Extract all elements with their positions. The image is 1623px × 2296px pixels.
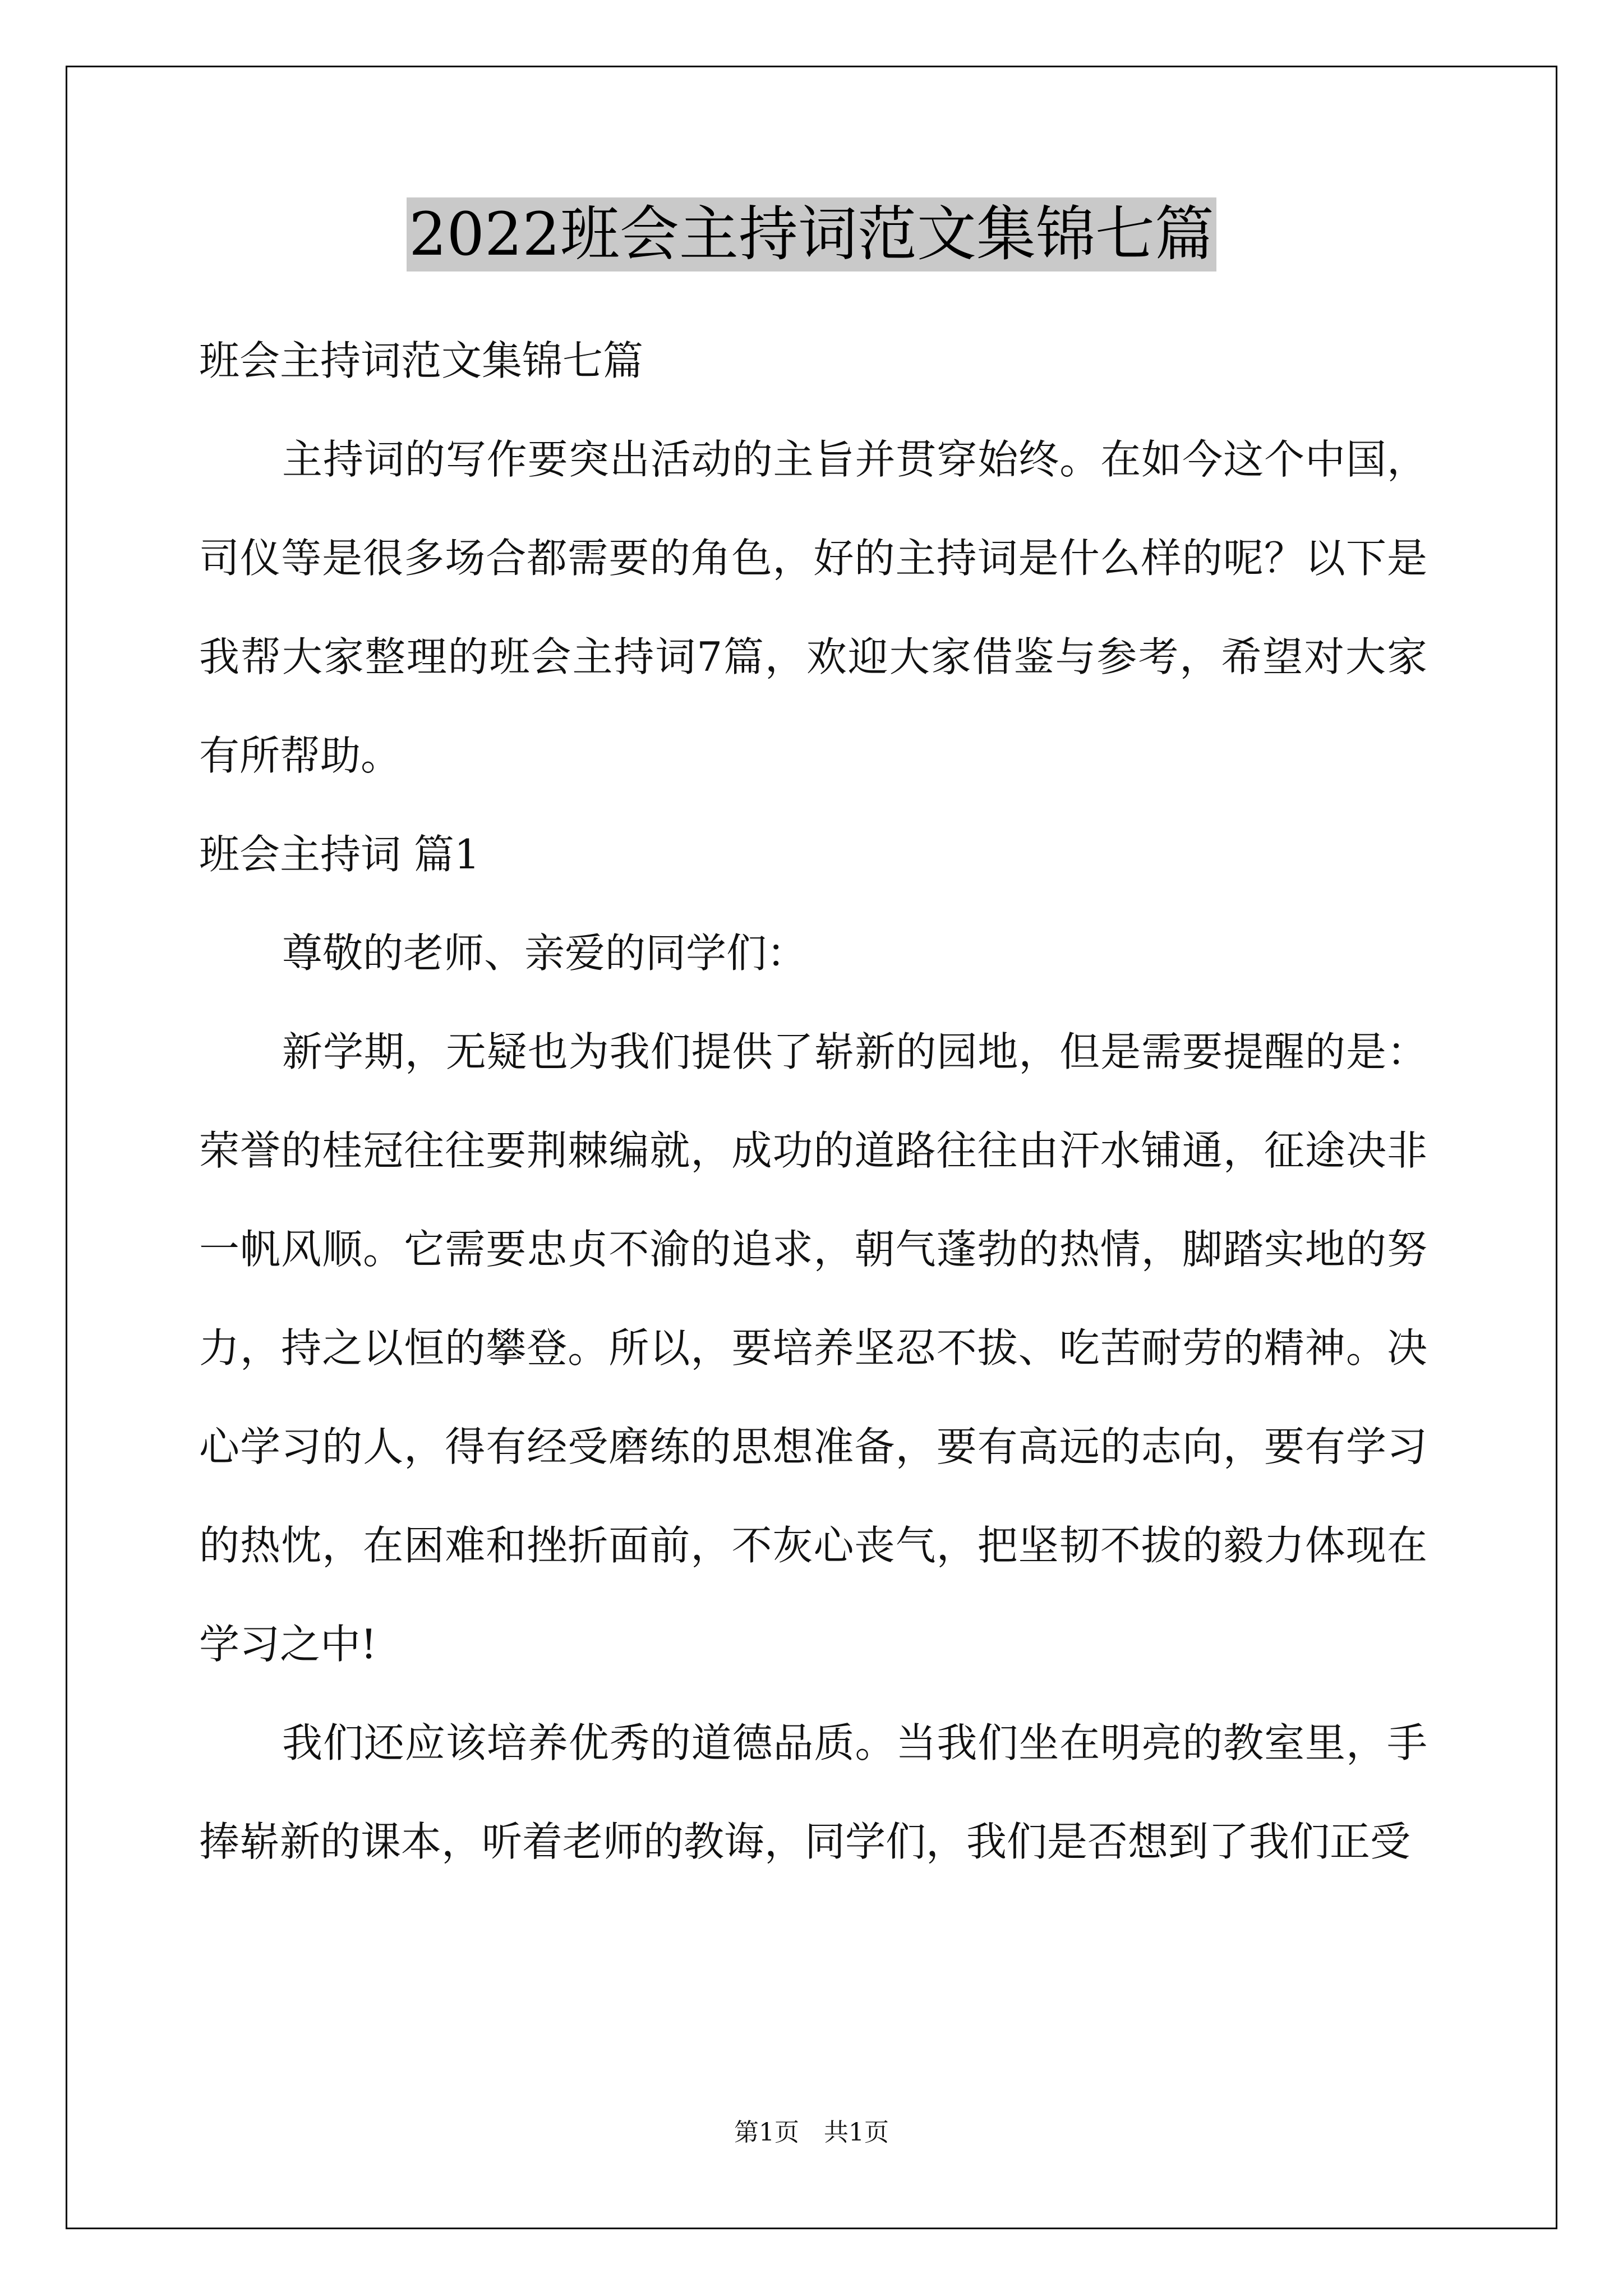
body-paragraph: 我们还应该培养优秀的道德品质。当我们坐在明亮的教室里，手捧崭新的课本，听着老师的教诲，同学们，我们是否想到了我们正受 [199,1719,1427,1865]
subtitle-paragraph: 班会主持词范文集锦七篇 [199,337,644,384]
document-title: 2022班会主持词范文集锦七篇 [407,197,1216,272]
intro-paragraph: 主持词的写作要突出活动的主旨并贯穿始终。在如今这个中国，司仪等是很多场合都需要的角色，好的主持词是什么样的呢？以下是我帮大家整理的班会主持词7篇，欢迎大家借鉴与参考，希望对大家有所帮助。 [199,436,1427,779]
greeting-paragraph: 尊敬的老师、亲爱的同学们： [282,930,808,977]
body-paragraph: 新学期，无疑也为我们提供了崭新的园地，但是需要提醒的是：荣誉的桂冠往往要荆棘编就，成功的道路往往由汗水铺通，征途决非一帆风顺。它需要忠贞不渝的追求，朝气蓬勃的热情，脚踏实地的努力，持之以恒的攀登。所以，要培养坚忍不拔、吃苦耐劳的精神。决心学习的人，得有经受磨练的思想准备，要有高远的志向，要有学习的热忱，在困难和挫折面前，不灰心丧气，把坚韧不拔的毅力体现在学习之中! [199,1028,1427,1668]
title-container [0,197,1623,272]
page-footer: 第1页 共1页 [734,2118,889,2147]
document-body [199,311,1427,1891]
section-heading: 班会主持词 篇1 [199,831,480,878]
